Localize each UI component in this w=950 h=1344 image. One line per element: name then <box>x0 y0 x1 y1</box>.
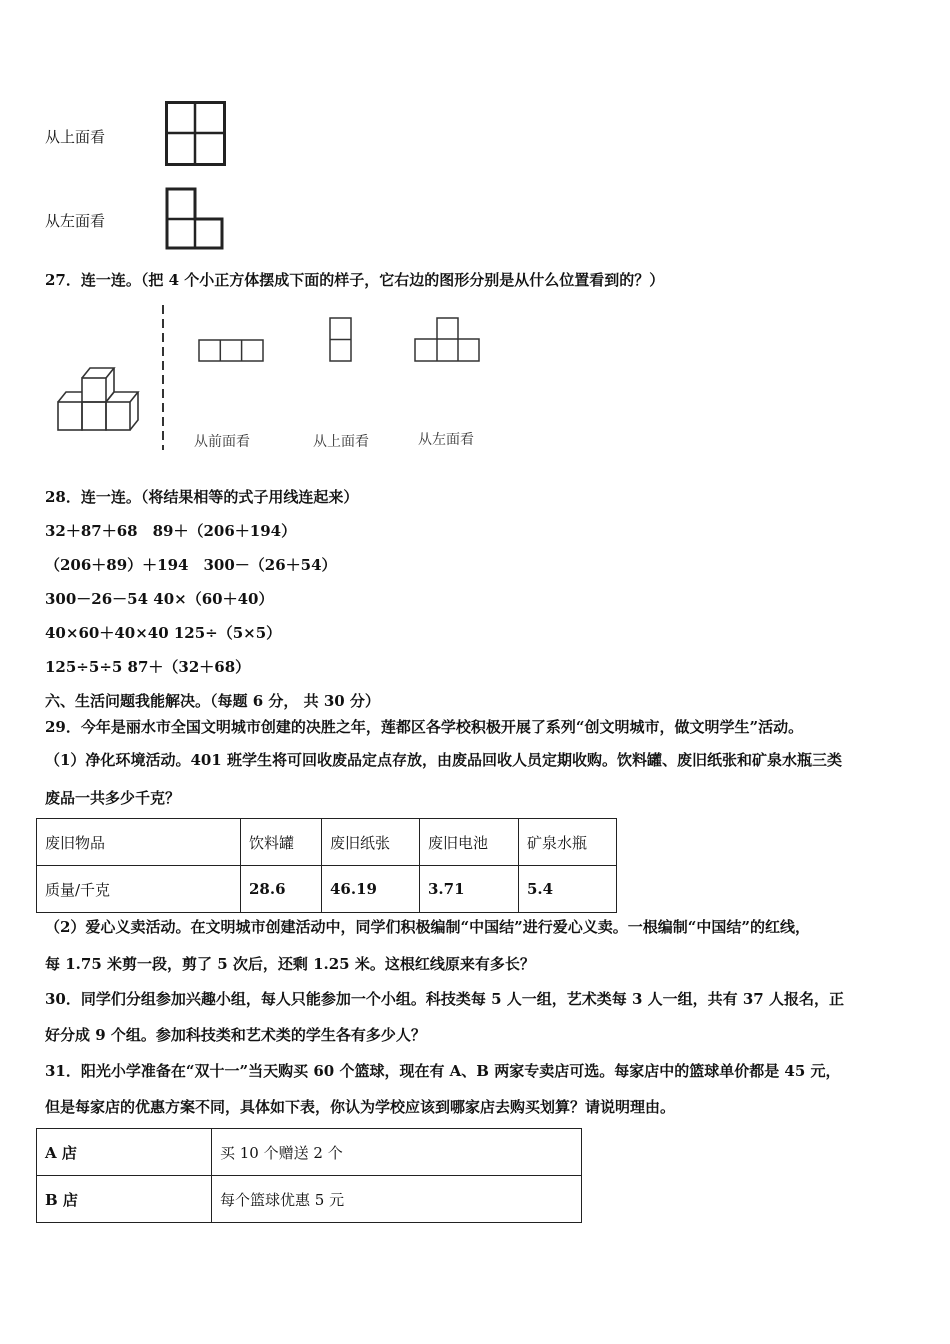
q28-line-5: 125÷5÷5 87＋（32＋68） <box>45 658 251 676</box>
top-view-figure <box>165 101 227 167</box>
table-cell: 28.6 <box>241 866 322 913</box>
left-view-figure <box>165 187 225 251</box>
label-top-view: 从上面看 <box>45 128 106 146</box>
q28-line-4: 40×60＋40×40 125÷（5×5） <box>45 624 282 642</box>
store-offer-cell: 买 10 个赠送 2 个 <box>212 1129 582 1176</box>
store-row <box>37 1176 582 1223</box>
table-cell: 3.71 <box>420 866 519 913</box>
q29-part1-line1: （1）净化环境活动。401 班学生将可回收废品定点存放，由废品回收人员定期收购。饮料罐、废旧纸张和矿泉水瓶三类 <box>45 751 842 769</box>
q29-part1-line2: 废品一共多少千克？ <box>45 789 181 807</box>
q29-part2-line2: 每 1.75 米剪一段，剪了 5 次后，还剩 1.25 米。这根红线原来有多长？ <box>45 955 535 973</box>
store-offer-table <box>36 1128 582 1223</box>
q30-line1: 30．同学们分组参加兴趣小组，每人只能参加一个小组。科技类每 5 人一组，艺术类每 3 人一组，共有 37 人报名，正 <box>45 990 844 1008</box>
q27-label-left: 从左面看 <box>418 432 474 448</box>
q28-prompt: 28．连一连。（将结果相等的式子用线连起来） <box>45 488 359 506</box>
q28-line-1: 32＋87＋68 89＋（206＋194） <box>45 522 297 540</box>
table-header-cell: 矿泉水瓶 <box>519 819 617 866</box>
table-header-cell: 废旧物品 <box>37 819 241 866</box>
cube-stack-figure <box>52 362 148 434</box>
table-header-cell: 废旧纸张 <box>322 819 420 866</box>
q28-line-2: （206＋89）＋194 300－（26＋54） <box>45 556 337 574</box>
recycling-table-header-row <box>37 819 617 866</box>
recycling-table <box>36 818 617 913</box>
store-name-cell: B 店 <box>37 1176 212 1223</box>
q29-part2-line1: （2）爱心义卖活动。在文明城市创建活动中，同学们积极编制“中国结”进行爱心义卖。一根编制“中国结”的红线， <box>45 918 810 936</box>
top-view-small-figure <box>329 317 353 363</box>
q31-line1: 31．阳光小学准备在“双十一”当天购买 60 个篮球，现在有 A、B 两家专卖店可选。每家店中的篮球单价都是 45 元， <box>45 1062 841 1080</box>
table-cell: 5.4 <box>519 866 617 913</box>
table-header-cell: 废旧电池 <box>420 819 519 866</box>
q29-prompt: 29．今年是丽水市全国文明城市创建的决胜之年，莲都区各学校积极开展了系列“创文明城市，做文明学生”活动。 <box>45 718 804 736</box>
q27-prompt: 27．连一连。（把 4 个小正方体摆成下面的样子，它右边的图形分别是从什么位置看到的？） <box>45 271 665 289</box>
section-6-heading: 六、生活问题我能解决。（每题 6 分， 共 30 分） <box>45 692 380 710</box>
store-row <box>37 1129 582 1176</box>
q27-label-top: 从上面看 <box>313 434 369 450</box>
front-view-figure <box>198 339 266 363</box>
store-offer-cell: 每个篮球优惠 5 元 <box>212 1176 582 1223</box>
dashed-divider <box>160 305 166 450</box>
store-name-cell: A 店 <box>37 1129 212 1176</box>
q28-line-3: 300－26－54 40×（60＋40） <box>45 590 274 608</box>
recycling-table-data-row <box>37 866 617 913</box>
label-left-view: 从左面看 <box>45 212 106 230</box>
q30-line2: 好分成 9 个组。参加科技类和艺术类的学生各有多少人？ <box>45 1026 426 1044</box>
left-view-small-figure <box>414 317 482 363</box>
table-cell: 质量/千克 <box>37 866 241 913</box>
table-cell: 46.19 <box>322 866 420 913</box>
q31-line2: 但是每家店的优惠方案不同，具体如下表，你认为学校应该到哪家店去购买划算？请说明理由。 <box>45 1098 676 1116</box>
q27-label-front: 从前面看 <box>194 434 250 450</box>
table-header-cell: 饮料罐 <box>241 819 322 866</box>
